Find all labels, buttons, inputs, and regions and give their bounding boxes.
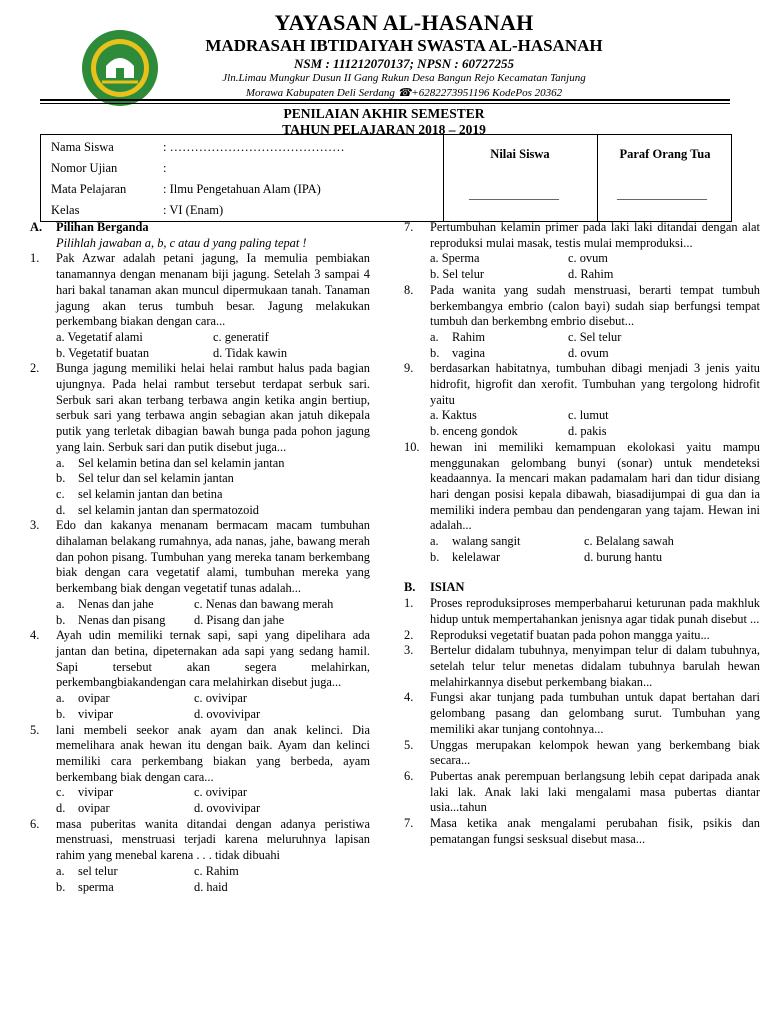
option[interactable]: a. Rahim	[430, 329, 486, 344]
option[interactable]: b. vagina	[430, 345, 486, 360]
question-3: 3. Edo dan kakanya menanam bermacam macam tumbuhan dihalaman belakang rumahnya, ada nanas, jahe, bawang merah dan pohon pisang. Tumbuhan yang mereka tanam berkembang biak dengan cara vegetatif alami, tumbuhan mereka yang berkembang biak dengan vegetatif tunas adalah...	[30, 518, 370, 596]
option[interactable]: c. Sel telur	[568, 329, 622, 344]
option[interactable]: c. Belalang sawah	[584, 534, 674, 549]
question-2: 2. Bunga jagung memiliki helai helai rambut halus pada bagian ujungnya. Pada helai rambut tersebut terdapat serbuk sari. Serbuk sari akan terbang terbawa angin ketika angin bertiup, serbuk sari yang terbawa angin sebagian akan jatuh dikepala putik yang terletak dibagian bawah bunga pada pohon jagung yang lain. Serbuk sari dan putik disebut juga...	[30, 361, 370, 454]
school-name: MADRASAH IBTIDAIYAH SWASTA AL-HASANAH	[205, 36, 603, 55]
isian-question-4: 4. Fungsi akar tunjang pada tumbuhan untuk dapat bertahan dari gelombang pasang dan gelombang surut. Tumbuhan yang memiliki akar tunjang contohnya...	[404, 690, 760, 736]
school-ids: NSM : 111212070137; NPSN : 60727255	[294, 56, 514, 71]
option[interactable]: d. Tidak kawin	[213, 345, 288, 360]
option[interactable]: c. vivipar	[56, 785, 114, 800]
isian-question-6: 6. Pubertas anak perempuan berlangsung lebih cepat daripada anak laki lak. Anak laki laki mengalami masa pubertas diantar usia...tahun	[404, 768, 760, 815]
option[interactable]: d. ovovivipar	[194, 706, 261, 721]
option[interactable]: d. Rahim	[568, 267, 614, 282]
option[interactable]: b. Sel telur	[430, 267, 485, 282]
exam-year: TAHUN PELAJARAN 2018 – 2019	[282, 122, 486, 137]
option[interactable]: a. Sperma	[430, 251, 480, 266]
option[interactable]: d. burung hantu	[584, 549, 663, 564]
option[interactable]: c. Rahim	[194, 863, 239, 878]
question-8: 8. Pada wanita yang sudah menstruasi, berarti tempat tumbuh berkembangya embrio (calon bayi) sudah siap berfungsi tempat tumbuh dan berkembng embrio disebut...	[404, 282, 760, 329]
option[interactable]: c. lumut	[568, 408, 609, 423]
option[interactable]: a. Vegetatif alami	[56, 329, 143, 344]
school-address-line1: Jln.Limau Mungkur Dusun II Gang Rukun Desa Bangun Rejo Kecamatan Tanjung	[222, 72, 586, 84]
question-9: 9. berdasarkan habitatnya, tumbuhan dibagi menjadi 3 jenis yaitu hidrofit, higrofit dan xerofit. Tumbuhan yang tergolong hidrofit yaitu	[404, 361, 760, 407]
parent-signature-label: Paraf Orang Tua	[619, 147, 711, 161]
exam-title: PENILAIAN AKHIR SEMESTER	[283, 106, 485, 121]
right-column	[404, 220, 760, 847]
question-7: 7. Pertumbuhan kelamin primer pada laki laki ditandai dengan alat reproduksi mulai masak, testis mulai memproduksi...	[404, 220, 760, 250]
isian-question-2: 2. Reproduksi vegetatif buatan pada pohon mangga yaitu...	[404, 627, 710, 642]
left-column	[30, 220, 370, 895]
isian-question-7: 7. Masa ketika anak mengalami perubahan fisik, psikis dan pematangan fungsi sesksual disebut masa...	[404, 816, 760, 846]
question-6: 6. masa puberitas wanita ditandai dengan adanya peristiwa menstruasi, menstruasi terjadi karena meluruhnya lapisan rahim yang menebal karena . . . tidak dibuahi	[30, 816, 370, 863]
isian-question-3: 3. Bertelur didalam tubuhnya, menyimpan telur di dalam tubuhnya, setelah telur telur menetas didalam tubuhnya barulah hewan melahirkannya disebut perkembang biakan...	[404, 643, 760, 689]
question-4: 4. Ayah udin memiliki ternak sapi, sapi yang dipelihara ada jantan dan betina, dipeternakan ada sapi yang sedang hamil. Sapi tersebut akan segera melahirkan, perkembangbiakandengan cara melahirkan disebut juga...	[30, 628, 370, 690]
option[interactable]: d. haid	[194, 879, 228, 894]
option[interactable]: a. sel telur	[56, 863, 118, 878]
option[interactable]: c. sel kelamin jantan dan betina	[56, 486, 223, 501]
option[interactable]: a. ovipar	[56, 691, 110, 706]
school-address-line2: Morawa Kabupaten Deli Serdang ☎+6282273951196 KodePos 20362	[245, 87, 563, 99]
option[interactable]: b. Vegetatif buatan	[56, 345, 150, 360]
section-a-instruction: Pilihlah jawaban a, b, c atau d yang paling tepat !	[56, 235, 307, 250]
info-label-subject: Mata Pelajaran	[51, 182, 127, 196]
option[interactable]: d. Pisang dan jahe	[194, 612, 285, 627]
option[interactable]: d. sel kelamin jantan dan spermatozoid	[56, 502, 259, 517]
option[interactable]: b. Nenas dan pisang	[56, 612, 166, 627]
option[interactable]: c. ovivipar	[194, 691, 247, 706]
option[interactable]: b. kelelawar	[430, 549, 501, 564]
section-b-heading: B. ISIAN	[404, 580, 465, 595]
parent-signature-field[interactable]: _______________	[617, 187, 707, 201]
option[interactable]: a. Nenas dan jahe	[56, 596, 154, 611]
option[interactable]: b. vivipar	[56, 706, 114, 721]
option[interactable]: b. sperma	[56, 879, 114, 894]
info-label-class: Kelas	[51, 203, 80, 217]
question-10: 10. hewan ini memiliki kemampuan ekolokasi yaitu mampu menggunakan gelombang bunyi (sonar) untuk mendeteksi keadaannya. Ia mencari makan padamalam hari dan tidur disiang hari dengan posisi kepala dibawah, biasadijumpai di gua dan ia memiliki indera pembau dan pendengaran yang tajam. Hewan ini adalah...	[404, 439, 760, 533]
option[interactable]: b. enceng gondok	[430, 424, 518, 439]
score-label: Nilai Siswa	[490, 147, 550, 161]
info-value-class: : VI (Enam)	[163, 203, 224, 217]
info-label-name: Nama Siswa	[51, 140, 114, 154]
question-1: 1. Pak Azwar adalah petani jagung, Ia memulia pembiakan tanamannya dengan menanam biji jagung. Setelah 3 sampai 4 hari bakal tanaman akan muncul dipermukaan tanah. Tanaman jagung akan terus tumbuh besar. Jagung melakukan perkembang biakan dengan cara...	[30, 251, 370, 329]
option[interactable]: d. pakis	[568, 424, 607, 439]
info-value-exam-number[interactable]: :	[163, 161, 167, 175]
score-field[interactable]: _______________	[469, 187, 559, 201]
header-rule-thick	[40, 99, 730, 101]
option[interactable]: c. ovivipar	[194, 785, 247, 800]
option[interactable]: c. generatif	[213, 329, 269, 344]
foundation-name: YAYASAN AL-HASANAH	[274, 10, 534, 35]
option[interactable]: c. Nenas dan bawang merah	[194, 596, 334, 611]
option[interactable]: d. ovipar	[56, 801, 110, 816]
option[interactable]: a. Sel kelamin betina dan sel kelamin jantan	[56, 455, 285, 470]
question-5: 5. lani membeli seekor anak ayam dan anak kelinci. Dia memelihara anak hewan itu dengan baik. Ayam dan kelinci memiliki cara perkembang biakan yang berbeda, ayam berkembang biak dengan cara...	[30, 722, 370, 784]
option[interactable]: d. ovovivipar	[194, 801, 261, 816]
option[interactable]: c. ovum	[568, 251, 608, 266]
option[interactable]: a. Kaktus	[430, 408, 477, 423]
isian-question-5: 5. Unggas merupakan kelompok hewan yang berkembang biak secara...	[404, 737, 760, 768]
option[interactable]: d. ovum	[568, 345, 609, 360]
option[interactable]: b. Sel telur dan sel kelamin jantan	[56, 471, 234, 486]
info-value-name[interactable]: : ……………………………………	[163, 140, 345, 154]
student-info-box	[40, 134, 732, 222]
section-a-heading: A. Pilihan Berganda	[30, 220, 149, 234]
isian-question-1: 1. Proses reproduksiproses memperbaharui keturunan pada makhluk hidup untuk mempertahankan jenisnya agar tidak punah disebut ...	[404, 596, 760, 626]
header-rule-thin	[40, 103, 730, 104]
option[interactable]: a. walang sangit	[430, 534, 521, 549]
info-label-exam-number: Nomor Ujian	[51, 161, 118, 175]
info-value-subject: : Ilmu Pengetahuan Alam (IPA)	[163, 182, 321, 196]
